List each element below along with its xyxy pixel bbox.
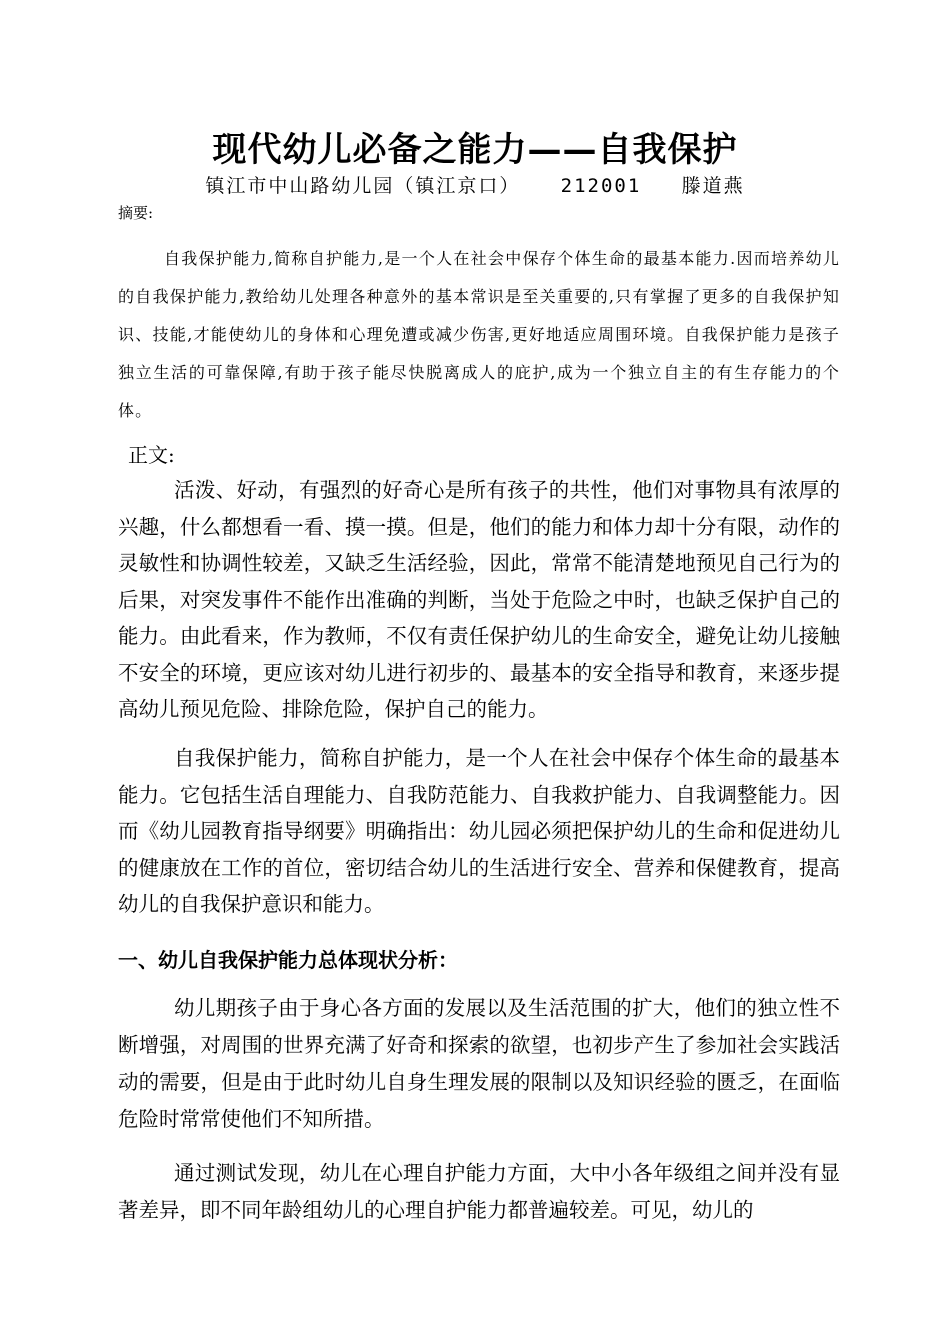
body-paragraph-1: 活泼、好动，有强烈的好奇心是所有孩子的共性，他们对事物具有浓厚的兴趣，什么都想看一看、摸一摸。但是，他们的能力和体力却十分有限，动作的灵敏性和协调性较差，又缺乏生活经验，因此，常常不能清楚地预见自己行为的后果，对突发事件不能作出准确的判断，当处于危险之中时，也缺乏保护自己的能力。由此看来，作为教师，不仅有责任保护幼儿的生命安全，避免让幼儿接触不安全的环境，更应该对幼儿进行初步的、最基本的安全指导和教育，来逐步提高幼儿预见危险、排除危险，保护自己的能力。 (118, 478, 840, 721)
section-paragraph-2: 通过测试发现，幼儿在心理自护能力方面，大中小各年级组之间并没有显著差异，即不同年龄组幼儿的心理自护能力都普遍较差。可见，幼儿的 (118, 1161, 840, 1222)
abstract-paragraph: 自我保护能力,简称自护能力,是一个人在社会中保存个体生命的最基本能力.因而培养幼儿的自我保护能力,教给幼儿处理各种意外的基本常识是至关重要的,只有掌握了更多的自我保护知识、技能,才能使幼儿的身体和心理免遭或减少伤害,更好地适应周围环境。自我保护能力是孩子独立生活的可靠保障,有助于孩子能尽快脱离成人的庇护,成为一个独立自主的有生存能力的个体。 (118, 249, 840, 420)
author-byline: 镇江市中山路幼儿园（镇江京口） 212001 滕道燕 (205, 175, 745, 197)
abstract-label: 摘要: (118, 204, 154, 222)
section-paragraph-1: 幼儿期孩子由于身心各方面的发展以及生活范围的扩大，他们的独立性不断增强，对周围的世界充满了好奇和探索的欲望，也初步产生了参加社会实践活动的需要，但是由于此时幼儿自身生理发展的限制以及知识经验的匮乏，在面临危险时常常使他们不知所措。 (118, 996, 840, 1131)
document-title: 现代幼儿必备之能力——自我保护 (212, 130, 738, 170)
body-paragraph-2: 自我保护能力，简称自护能力，是一个人在社会中保存个体生命的最基本能力。它包括生活自理能力、自我防范能力、自我救护能力、自我调整能力。因而《幼儿园教育指导纲要》明确指出：幼儿园必须把保护幼儿的生命和促进幼儿的健康放在工作的首位，密切结合幼儿的生活进行安全、营养和保健教育，提高幼儿的自我保护意识和能力。 (118, 746, 840, 916)
section-heading: 一、幼儿自我保护能力总体现状分析： (118, 948, 458, 972)
body-label: 正文: (128, 443, 175, 467)
